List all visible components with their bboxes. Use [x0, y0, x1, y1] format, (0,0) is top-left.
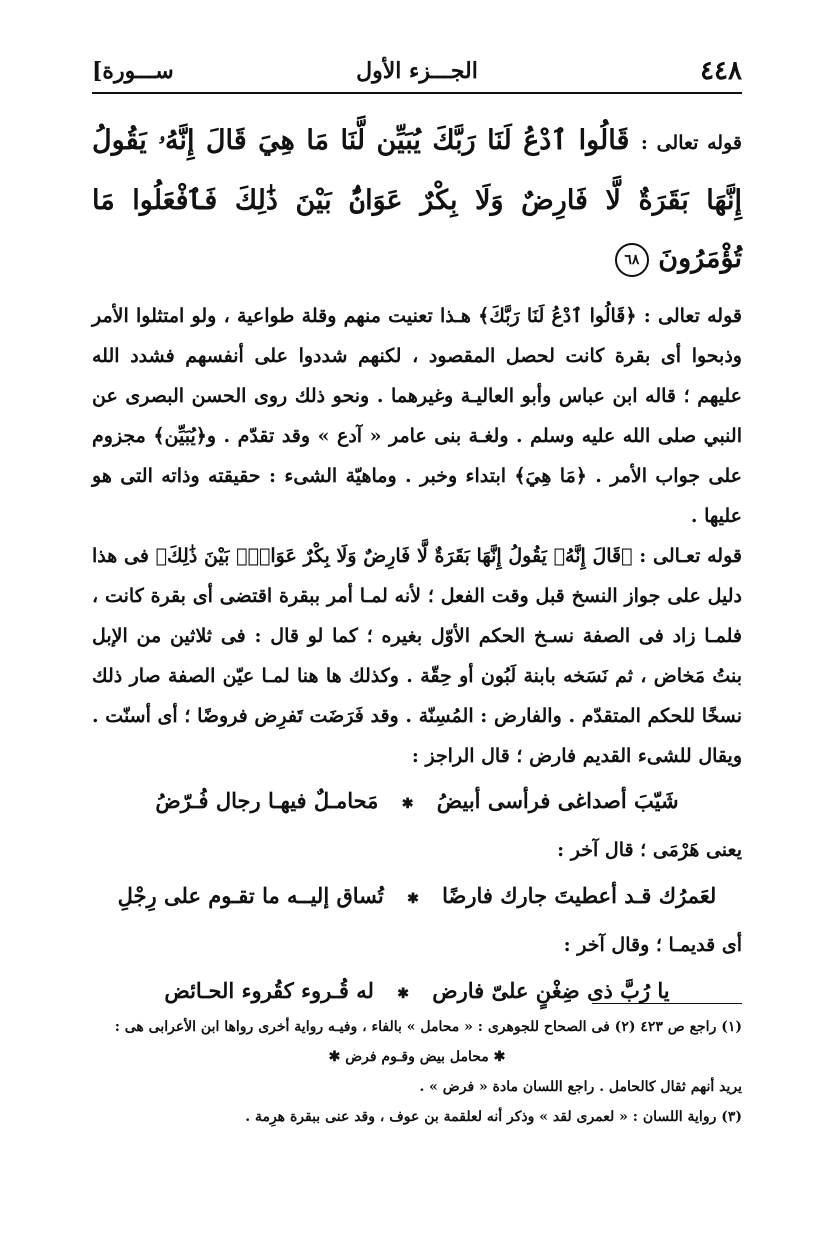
running-title: الجـــزء الأول	[356, 58, 478, 84]
page-body	[92, 112, 742, 1019]
quran-verse	[92, 112, 742, 288]
star-separator: ✱	[328, 1049, 341, 1065]
hemistich: له قُـروء كقُروء الحـائض	[164, 978, 374, 1003]
footnote-divider	[592, 1003, 742, 1004]
paragraph-2: قوله تعـالى : ﴿قَالَ إِنَّهُۥ يَقُولُ إِنَّهَا بَقَرَةٌ لَّا فَارِضٌ وَلَا بِكْرٌ عَوَانٌۢ بَيْنَ ذَٰلِكَ﴾ فى هذا دليل على جواز النسخ قبل وقت الفعل ؛ لأنه لمـا أمر ببقرة اقتضى أى بقرة كانت ، فلمـا زاد فى الصفة نسـخ الحكم الأوّل بغيره ؛ كما لو قال : فى ثلاثين من الإبل بنتُ مَخاض ، ثم نَسَخه بابنة لَبُون أو حِقّة . وكذلك ها هنا لمـا عيّن الصفة صار ذلك نسخًا للحكم المتقدّم . والفارض : المُسِنّة . وقد فَرَضَت تَفرِض فروضًا ؛ أى أسنّت . ويقال للشىء القديم فارض ؛ قال الراجز :	[92, 545, 742, 767]
footnote-2-verse: ✱ محامل بيض وقـوم فرض ✱	[328, 1049, 506, 1065]
footnote-1-2: (١) راجع ص ٤٢٣ (٢) فى الصحاح للجوهرى : « محامل » بالفاء ، وفيـه رواية أخرى رواها ابن الأعرابى هى :	[114, 1019, 742, 1035]
footnote-2-end: يريد أنهم ثقال كالحامل . راجع اللسان مادة « فرض » .	[419, 1079, 742, 1095]
footnote-3: (٣) رواية اللسان : « لعمرى لقد » وذكر أنه لعلقمة بن عوف ، وقد عنى ببقرة هرِمة .	[245, 1109, 742, 1125]
ayah-number: ٦٨	[615, 243, 649, 277]
footnotes	[92, 1012, 742, 1132]
explanation-line: يعنى هَرْمَى ؛ قال آخر :	[557, 839, 742, 861]
commentary	[92, 296, 742, 776]
hemistich: تُساق إليــه ما تقـوم على رِجْلِ	[117, 883, 384, 908]
verse-text: قَالُوا ٱدْعُ لَنَا رَبَّكَ يُبَيِّن لَّنَا مَا هِيَ قَالَ إِنَّهُۥ يَقُولُ إِنَّهَا بَقَرَةٌ لَّا فَارِضٌ وَلَا بِكْرٌ عَوَانٌۢ بَيْنَ ذَٰلِكَ فَٱفْعَلُوا مَا تُؤْمَرُونَ	[92, 125, 742, 274]
paragraph-1: قوله تعالى : ﴿قَالُوا ٱدْعُ لَنَا رَبَّكَ﴾ هـذا تعنيت منهم وقلة طواعية ، ولو امتثلوا الأمر وذبحوا أى بقرة كانت لحصل المقصود ، لكنهم شددوا على أنفسهم فشدد الله عليهم ؛ قاله ابن عباس وأبو العاليـة وغيرهما . ونحو ذلك روى الحسن البصرى عن النبي صلى الله عليه وسلم . ولغـة بنى عامر « آدع » وقد تقدّم . و﴿يُبَيِّن﴾ مجزوم على جواب الأمر . ﴿مَا هِيَ﴾ ابتداء وخبر . وماهيّة الشىء : حقيقته وذاته التى هو عليها .	[92, 305, 742, 527]
poem-line-2	[92, 871, 742, 924]
star-separator: ✱	[397, 986, 409, 1002]
page-number: ٤٤٨	[700, 56, 742, 86]
hemistich: لعَمرُك قـد أعطيتَ جارك فارضًا	[442, 883, 717, 908]
page-header	[92, 52, 742, 94]
star-separator: ✱	[407, 891, 419, 907]
explanation-line: أى قديمـا ؛ وقال آخر :	[563, 934, 742, 956]
verse-lead: قوله تعالى :	[640, 132, 742, 154]
star-separator: ✱	[493, 1049, 506, 1065]
hemistich: شَيّبَ أصداغى فرأسى أبيضُ	[436, 788, 679, 813]
surah-label: [ســـورة	[92, 58, 174, 84]
star-separator: ✱	[401, 796, 414, 812]
hemistich: يا رُبَّ ذى ضِغْنٍ علىّ فارض	[432, 978, 670, 1003]
poem-line-1	[92, 776, 742, 829]
hemistich: مَحامـلٌ فيهـا رجال فُـرّضُ	[155, 788, 379, 813]
